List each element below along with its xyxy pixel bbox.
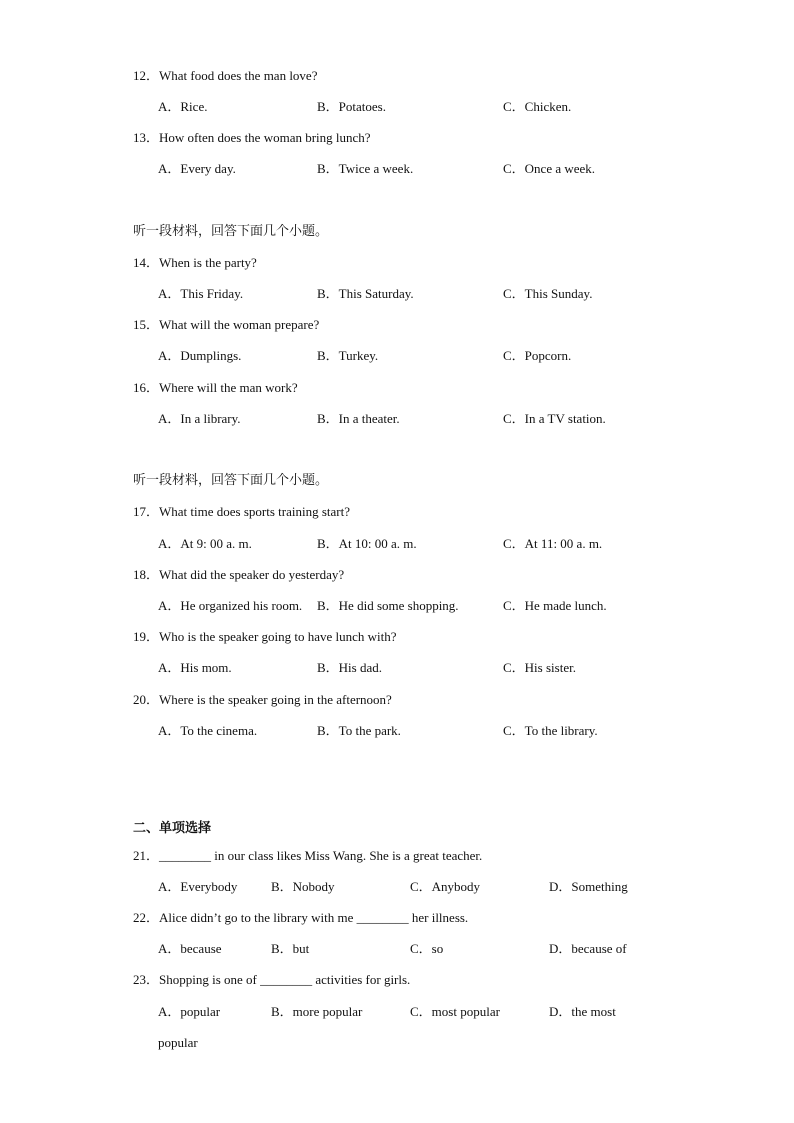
option-b: B．Turkey. xyxy=(317,348,379,363)
question-19: 19．Who is the speaker going to have lunch with? xyxy=(133,629,397,644)
option-b: B．His dad. xyxy=(317,660,383,675)
question-15: 15．What will the woman prepare? xyxy=(133,317,320,332)
question-21: 21．________ in our class likes Miss Wang. She is a great teacher. xyxy=(133,848,483,863)
option-a: A．because xyxy=(158,941,222,956)
option-b: B．more popular xyxy=(271,1004,363,1019)
option-a: A．Dumplings. xyxy=(158,348,242,363)
option-b: B．In a theater. xyxy=(317,411,400,426)
option-a: A．He organized his room. xyxy=(158,598,303,613)
option-a: A．This Friday. xyxy=(158,286,244,301)
option-a: A．Everybody xyxy=(158,879,238,894)
option-c: C．Anybody xyxy=(410,879,481,894)
question-18: 18．What did the speaker do yesterday? xyxy=(133,567,345,582)
option-c: C．Once a week. xyxy=(503,161,596,176)
option-b: B．To the park. xyxy=(317,723,401,738)
option-a: A．Rice. xyxy=(158,99,208,114)
option-a: A．To the cinema. xyxy=(158,723,258,738)
question-13: 13．How often does the woman bring lunch? xyxy=(133,130,371,145)
section-instruction-1: 听一段材料，回答下面几个小题。 xyxy=(133,224,329,239)
option-b: B．but xyxy=(271,941,310,956)
option-a: A．popular xyxy=(158,1004,221,1019)
option-a: A．His mom. xyxy=(158,660,232,675)
question-20: 20．Where is the speaker going in the afternoon? xyxy=(133,692,392,707)
option-c: C．He made lunch. xyxy=(503,598,607,613)
question-14: 14．When is the party? xyxy=(133,255,257,270)
option-b: B．At 10: 00 a. m. xyxy=(317,536,417,551)
option-d: D．the most xyxy=(549,1004,616,1019)
question-12: 12．What food does the man love? xyxy=(133,68,318,83)
question-23: 23．Shopping is one of ________ activities for girls. xyxy=(133,972,411,987)
option-c: C．In a TV station. xyxy=(503,411,606,426)
option-c: C．This Sunday. xyxy=(503,286,593,301)
option-b: B．Twice a week. xyxy=(317,161,414,176)
option-c: C．His sister. xyxy=(503,660,576,675)
option-b: B．Potatoes. xyxy=(317,99,386,114)
option-b: B．He did some shopping. xyxy=(317,598,459,613)
option-a: A．In a library. xyxy=(158,411,241,426)
option-d: D．because of xyxy=(549,941,627,956)
option-d-continuation: popular xyxy=(158,1035,198,1050)
option-d: D．Something xyxy=(549,879,628,894)
question-22: 22．Alice didn’t go to the library with me ________ her illness. xyxy=(133,910,469,925)
option-a: A．Every day. xyxy=(158,161,236,176)
question-17: 17．What time does sports training start? xyxy=(133,504,350,519)
section-heading: 二、单项选择 xyxy=(133,821,212,836)
option-c: C．To the library. xyxy=(503,723,598,738)
option-c: C．Popcorn. xyxy=(503,348,572,363)
option-c: C．so xyxy=(410,941,444,956)
option-b: B．Nobody xyxy=(271,879,335,894)
section-instruction-2: 听一段材料，回答下面几个小题。 xyxy=(133,473,329,488)
option-a: A．At 9: 00 a. m. xyxy=(158,536,252,551)
option-b: B．This Saturday. xyxy=(317,286,414,301)
option-c: C．At 11: 00 a. m. xyxy=(503,536,603,551)
question-16: 16．Where will the man work? xyxy=(133,380,298,395)
option-c: C．most popular xyxy=(410,1004,500,1019)
option-c: C．Chicken. xyxy=(503,99,572,114)
